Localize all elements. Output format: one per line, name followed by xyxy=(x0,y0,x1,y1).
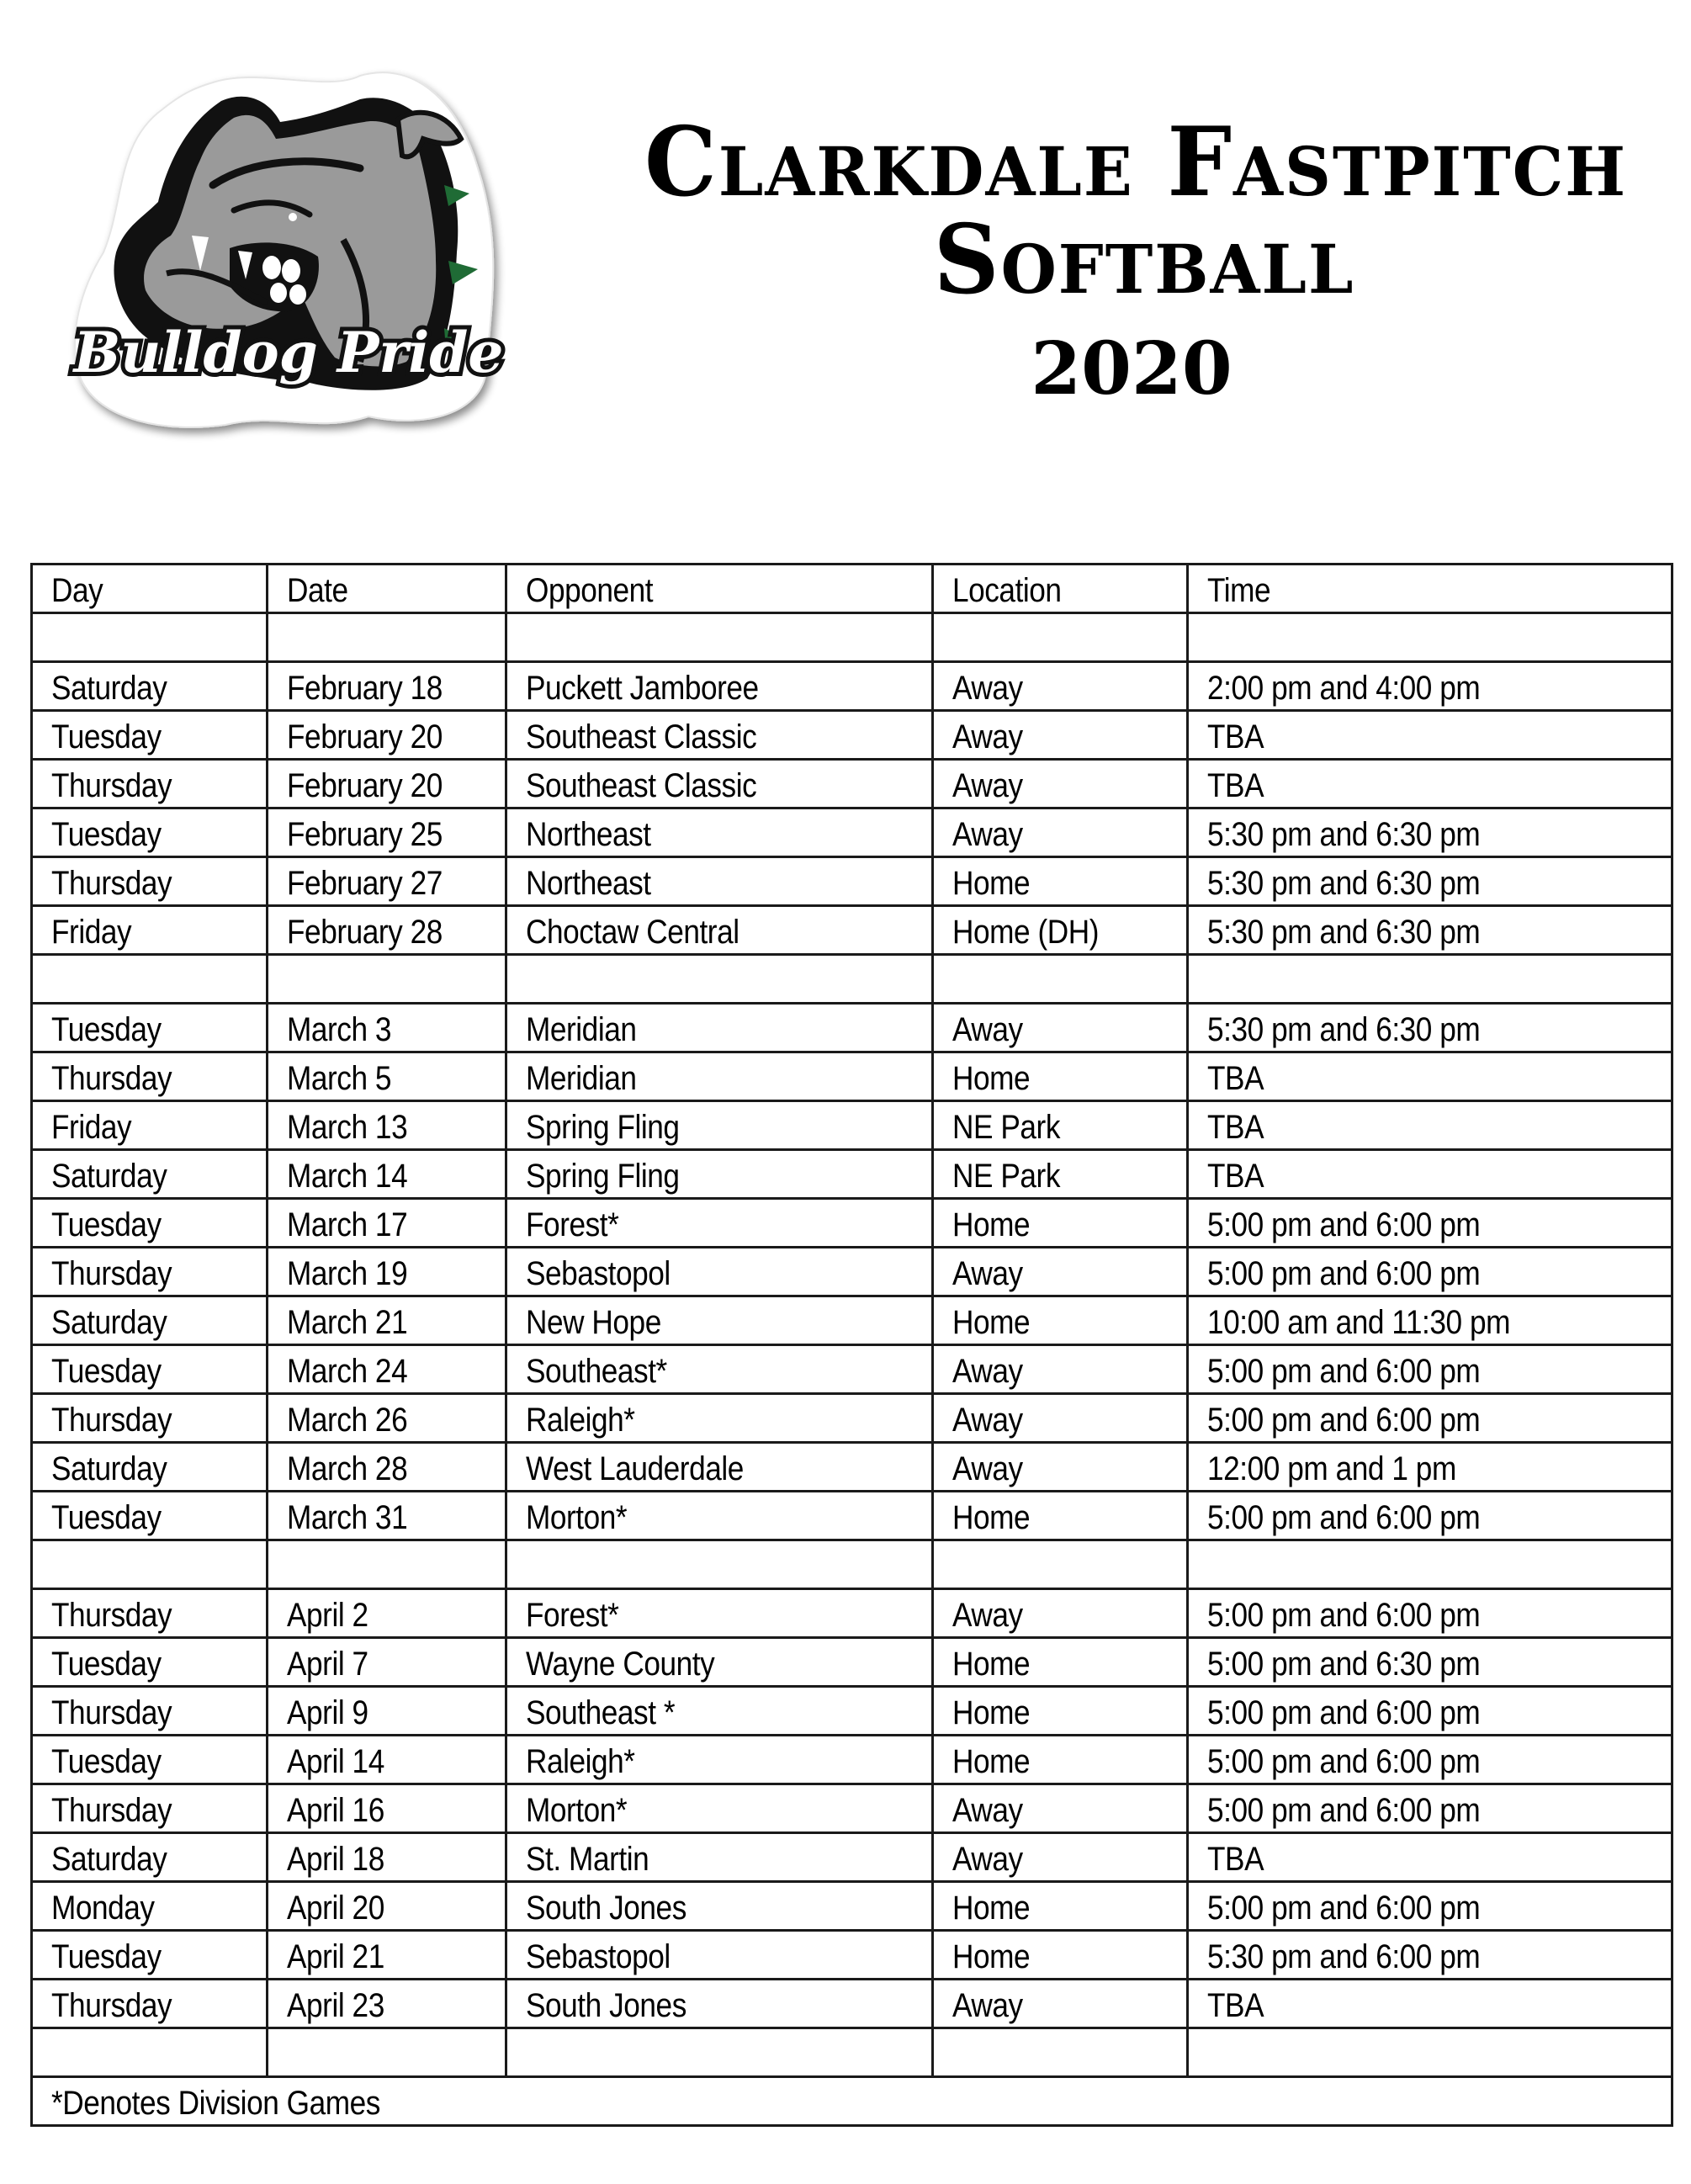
cell-date: February 28 xyxy=(268,906,506,955)
blank-cell xyxy=(506,1540,933,1589)
cell-location: Home xyxy=(933,857,1188,906)
cell-date: March 24 xyxy=(268,1345,506,1394)
cell-date: February 20 xyxy=(268,760,506,808)
cell-date: April 7 xyxy=(268,1638,506,1687)
blank-cell xyxy=(1188,613,1672,662)
blank-cell xyxy=(32,955,268,1004)
table-row xyxy=(32,1784,1672,1833)
cell-location: Away xyxy=(933,1784,1188,1833)
title-line-2: Softball xyxy=(933,204,1355,316)
cell-day: Thursday xyxy=(32,1052,268,1101)
table-row xyxy=(32,1394,1672,1443)
table-row xyxy=(32,1736,1672,1784)
cell-time: 5:00 pm and 6:00 pm xyxy=(1188,1345,1672,1394)
cell-date: April 18 xyxy=(268,1833,506,1882)
cell-opponent: Wayne County xyxy=(506,1638,933,1687)
cell-opponent: Meridian xyxy=(506,1052,933,1101)
blank-cell xyxy=(933,1540,1188,1589)
cell-location: Away xyxy=(933,1980,1188,2028)
table-row xyxy=(32,1296,1672,1345)
cell-date: April 2 xyxy=(268,1589,506,1638)
cell-time: 5:00 pm and 6:00 pm xyxy=(1188,1248,1672,1296)
table-row xyxy=(32,1248,1672,1296)
cell-time: 2:00 pm and 4:00 pm xyxy=(1188,662,1672,711)
cell-location: Home xyxy=(933,1199,1188,1248)
table-row xyxy=(32,1101,1672,1150)
table-row xyxy=(32,1589,1672,1638)
cell-location: Home xyxy=(933,1296,1188,1345)
cell-opponent: Morton* xyxy=(506,1784,933,1833)
table-row xyxy=(32,1345,1672,1394)
cell-time: 5:30 pm and 6:30 pm xyxy=(1188,906,1672,955)
table-row xyxy=(32,760,1672,808)
cell-day: Thursday xyxy=(32,857,268,906)
cell-day: Thursday xyxy=(32,1589,268,1638)
cell-time: 5:00 pm and 6:00 pm xyxy=(1188,1882,1672,1931)
blank-cell xyxy=(506,955,933,1004)
blank-cell xyxy=(32,1540,268,1589)
table-row xyxy=(32,1882,1672,1931)
header-day: Day xyxy=(32,565,268,613)
table-row xyxy=(32,1150,1672,1199)
cell-date: March 14 xyxy=(268,1150,506,1199)
blank-spacer-row xyxy=(32,2028,1672,2077)
cell-time: 5:00 pm and 6:00 pm xyxy=(1188,1199,1672,1248)
cell-location: Home xyxy=(933,1638,1188,1687)
cell-time: 5:30 pm and 6:30 pm xyxy=(1188,808,1672,857)
table-row xyxy=(32,906,1672,955)
blank-cell xyxy=(506,2028,933,2077)
blank-cell xyxy=(933,2028,1188,2077)
header-date: Date xyxy=(268,565,506,613)
blank-cell xyxy=(933,955,1188,1004)
title-line-1: Clarkdale Fastpitch xyxy=(644,106,1628,219)
cell-date: February 25 xyxy=(268,808,506,857)
cell-day: Saturday xyxy=(32,1833,268,1882)
cell-opponent: St. Martin xyxy=(506,1833,933,1882)
cell-location: Home xyxy=(933,1736,1188,1784)
cell-location: Away xyxy=(933,1394,1188,1443)
footnote: *Denotes Division Games xyxy=(32,2077,1672,2126)
cell-opponent: Southeast Classic xyxy=(506,760,933,808)
cell-time: 10:00 am and 11:30 pm xyxy=(1188,1296,1672,1345)
table-row xyxy=(32,1052,1672,1101)
table-row xyxy=(32,1492,1672,1540)
title-year: 2020 xyxy=(1031,326,1232,411)
cell-location: NE Park xyxy=(933,1101,1188,1150)
blank-cell xyxy=(933,613,1188,662)
cell-date: April 16 xyxy=(268,1784,506,1833)
blank-spacer-row xyxy=(32,1540,1672,1589)
cell-opponent: Sebastopol xyxy=(506,1931,933,1980)
cell-time: TBA xyxy=(1188,1101,1672,1150)
cell-location: Away xyxy=(933,808,1188,857)
header-time: Time xyxy=(1188,565,1672,613)
blank-cell xyxy=(32,613,268,662)
cell-date: March 31 xyxy=(268,1492,506,1540)
cell-location: Away xyxy=(933,760,1188,808)
cell-location: NE Park xyxy=(933,1150,1188,1199)
cell-location: Away xyxy=(933,1345,1188,1394)
cell-day: Tuesday xyxy=(32,1638,268,1687)
cell-opponent: Spring Fling xyxy=(506,1150,933,1199)
cell-date: March 28 xyxy=(268,1443,506,1492)
cell-time: 5:00 pm and 6:00 pm xyxy=(1188,1394,1672,1443)
cell-opponent: Southeast Classic xyxy=(506,711,933,760)
blank-cell xyxy=(32,2028,268,2077)
cell-location: Away xyxy=(933,1589,1188,1638)
cell-day: Thursday xyxy=(32,1394,268,1443)
schedule-table xyxy=(30,563,1673,2127)
cell-day: Tuesday xyxy=(32,1931,268,1980)
cell-day: Saturday xyxy=(32,1296,268,1345)
cell-time: TBA xyxy=(1188,1833,1672,1882)
cell-date: April 21 xyxy=(268,1931,506,1980)
cell-opponent: Spring Fling xyxy=(506,1101,933,1150)
cell-day: Monday xyxy=(32,1882,268,1931)
cell-time: TBA xyxy=(1188,1150,1672,1199)
header-opponent: Opponent xyxy=(506,565,933,613)
cell-day: Tuesday xyxy=(32,1199,268,1248)
cell-time: 5:00 pm and 6:00 pm xyxy=(1188,1687,1672,1736)
cell-day: Thursday xyxy=(32,1687,268,1736)
cell-location: Home xyxy=(933,1052,1188,1101)
cell-time: TBA xyxy=(1188,1980,1672,2028)
cell-day: Saturday xyxy=(32,1150,268,1199)
blank-spacer-row xyxy=(32,955,1672,1004)
table-row xyxy=(32,808,1672,857)
cell-opponent: South Jones xyxy=(506,1882,933,1931)
cell-time: TBA xyxy=(1188,760,1672,808)
cell-date: April 14 xyxy=(268,1736,506,1784)
cell-date: March 3 xyxy=(268,1004,506,1052)
table-row xyxy=(32,1687,1672,1736)
cell-opponent: Forest* xyxy=(506,1199,933,1248)
cell-time: 5:30 pm and 6:30 pm xyxy=(1188,857,1672,906)
page-title xyxy=(639,106,1649,411)
cell-date: March 26 xyxy=(268,1394,506,1443)
table-row xyxy=(32,711,1672,760)
cell-day: Thursday xyxy=(32,1980,268,2028)
cell-date: February 27 xyxy=(268,857,506,906)
cell-opponent: New Hope xyxy=(506,1296,933,1345)
cell-opponent: Puckett Jamboree xyxy=(506,662,933,711)
cell-day: Thursday xyxy=(32,1248,268,1296)
cell-opponent: South Jones xyxy=(506,1980,933,2028)
cell-day: Tuesday xyxy=(32,711,268,760)
cell-time: 12:00 pm and 1 pm xyxy=(1188,1443,1672,1492)
blank-cell xyxy=(268,613,506,662)
table-row xyxy=(32,662,1672,711)
cell-time: 5:30 pm and 6:30 pm xyxy=(1188,1004,1672,1052)
cell-day: Saturday xyxy=(32,1443,268,1492)
cell-time: TBA xyxy=(1188,1052,1672,1101)
cell-day: Tuesday xyxy=(32,1004,268,1052)
cell-opponent: Southeast * xyxy=(506,1687,933,1736)
table-row xyxy=(32,1833,1672,1882)
cell-location: Away xyxy=(933,711,1188,760)
cell-opponent: Southeast* xyxy=(506,1345,933,1394)
cell-time: TBA xyxy=(1188,711,1672,760)
cell-day: Friday xyxy=(32,906,268,955)
table-row xyxy=(32,1980,1672,2028)
cell-day: Saturday xyxy=(32,662,268,711)
blank-cell xyxy=(1188,2028,1672,2077)
blank-cell xyxy=(1188,955,1672,1004)
cell-opponent: Forest* xyxy=(506,1589,933,1638)
table-header-row xyxy=(32,565,1672,613)
cell-opponent: Northeast xyxy=(506,857,933,906)
cell-day: Thursday xyxy=(32,1784,268,1833)
cell-date: March 21 xyxy=(268,1296,506,1345)
cell-opponent: Raleigh* xyxy=(506,1394,933,1443)
cell-date: April 20 xyxy=(268,1882,506,1931)
blank-cell xyxy=(268,955,506,1004)
cell-date: March 17 xyxy=(268,1199,506,1248)
cell-opponent: Meridian xyxy=(506,1004,933,1052)
cell-day: Tuesday xyxy=(32,1345,268,1394)
cell-date: March 5 xyxy=(268,1052,506,1101)
cell-date: March 13 xyxy=(268,1101,506,1150)
blank-spacer-row xyxy=(32,613,1672,662)
cell-time: 5:00 pm and 6:00 pm xyxy=(1188,1492,1672,1540)
cell-location: Away xyxy=(933,1248,1188,1296)
cell-opponent: Raleigh* xyxy=(506,1736,933,1784)
table-row xyxy=(32,1931,1672,1980)
bulldog-pride-logo xyxy=(66,59,512,446)
cell-time: 5:00 pm and 6:00 pm xyxy=(1188,1589,1672,1638)
blank-cell xyxy=(1188,1540,1672,1589)
cell-location: Home (DH) xyxy=(933,906,1188,955)
cell-location: Home xyxy=(933,1931,1188,1980)
table-row xyxy=(32,1004,1672,1052)
cell-date: February 18 xyxy=(268,662,506,711)
blank-cell xyxy=(268,1540,506,1589)
cell-location: Home xyxy=(933,1882,1188,1931)
cell-opponent: Northeast xyxy=(506,808,933,857)
cell-location: Home xyxy=(933,1687,1188,1736)
cell-time: 5:30 pm and 6:00 pm xyxy=(1188,1931,1672,1980)
table-row xyxy=(32,1443,1672,1492)
table-row xyxy=(32,1199,1672,1248)
svg-text:Bulldog Pride: Bulldog Pride xyxy=(73,320,504,385)
cell-location: Away xyxy=(933,662,1188,711)
cell-day: Friday xyxy=(32,1101,268,1150)
cell-day: Tuesday xyxy=(32,1492,268,1540)
cell-date: March 19 xyxy=(268,1248,506,1296)
cell-time: 5:00 pm and 6:00 pm xyxy=(1188,1736,1672,1784)
cell-opponent: Choctaw Central xyxy=(506,906,933,955)
cell-time: 5:00 pm and 6:00 pm xyxy=(1188,1784,1672,1833)
blank-cell xyxy=(268,2028,506,2077)
cell-location: Away xyxy=(933,1443,1188,1492)
cell-date: April 9 xyxy=(268,1687,506,1736)
footnote-row xyxy=(32,2077,1672,2126)
bulldog-mascot-icon xyxy=(66,59,512,446)
cell-day: Thursday xyxy=(32,760,268,808)
cell-time: 5:00 pm and 6:30 pm xyxy=(1188,1638,1672,1687)
cell-day: Tuesday xyxy=(32,1736,268,1784)
cell-opponent: Morton* xyxy=(506,1492,933,1540)
schedule-body xyxy=(32,613,1672,2077)
blank-cell xyxy=(506,613,933,662)
cell-date: February 20 xyxy=(268,711,506,760)
cell-date: April 23 xyxy=(268,1980,506,2028)
cell-opponent: West Lauderdale xyxy=(506,1443,933,1492)
cell-day: Tuesday xyxy=(32,808,268,857)
table-row xyxy=(32,857,1672,906)
cell-location: Away xyxy=(933,1004,1188,1052)
header-location: Location xyxy=(933,565,1188,613)
table-row xyxy=(32,1638,1672,1687)
cell-location: Away xyxy=(933,1833,1188,1882)
cell-opponent: Sebastopol xyxy=(506,1248,933,1296)
cell-location: Home xyxy=(933,1492,1188,1540)
